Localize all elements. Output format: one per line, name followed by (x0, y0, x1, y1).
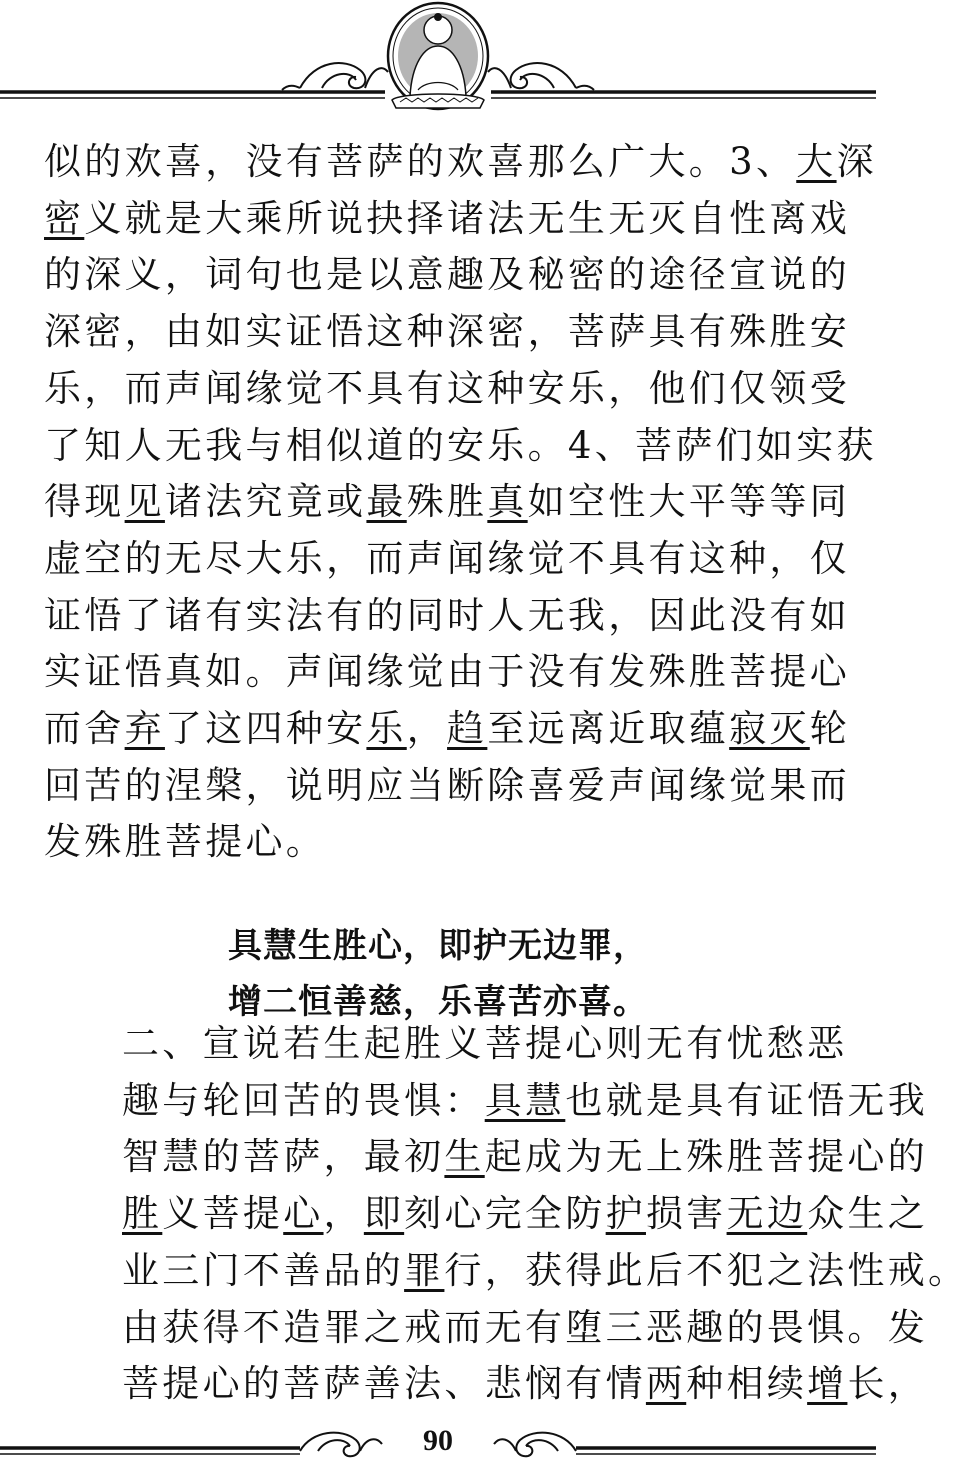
text-segment: 而舍 (44, 707, 125, 751)
text-line (44, 644, 850, 701)
text-segment: 义菩提 (162, 1192, 284, 1236)
text-segment: 种相续 (686, 1362, 808, 1406)
underlined-term: 无边 (726, 1192, 808, 1236)
text-segment: 趣与轮回苦的畏惧： (122, 1078, 485, 1122)
cloud-scroll-left-icon (282, 63, 388, 90)
text-segment: 深 (836, 140, 877, 183)
text-line (44, 701, 851, 758)
text-segment: 乐，而声闻缘觉不具有这种安乐，他们仅领受 (44, 366, 850, 410)
underlined-term: 弃 (124, 707, 165, 751)
text-segment: 行，获得此后不犯之法性戒。 (444, 1248, 968, 1292)
text-segment: 了知人无我与相似道的安乐。4、菩萨们如实获 (44, 423, 877, 467)
text-segment: 了这四种安 (164, 707, 367, 751)
header-rule-left (0, 92, 385, 98)
underlined-term: 见 (124, 480, 165, 524)
text-segment: 众生之 (807, 1192, 929, 1236)
text-segment: 实证悟真如。声闻缘觉由于没有发殊胜菩提心 (44, 650, 850, 694)
text-segment: ， (323, 1192, 364, 1236)
text-segment: 义就是大乘所说抉择诸法无生无灭自性离戏 (84, 196, 851, 240)
verse-line-1: 具慧生胜心，即护无边罪， (228, 926, 648, 966)
text-line (44, 1186, 929, 1243)
underlined-term: 罪 (404, 1248, 445, 1292)
text-segment: 刻心完全防 (404, 1192, 606, 1236)
text-segment: 的深义，词句也是以意趣及秘密的途径宣说的 (44, 253, 850, 297)
text-segment: 得现 (44, 480, 125, 524)
underlined-term: 乐 (366, 707, 407, 751)
text-segment: 证悟了诸有实法有的同时人无我，因此没有如 (44, 593, 850, 637)
text-segment: 殊胜 (406, 480, 488, 524)
text-line (44, 474, 851, 531)
text-segment: 回苦的涅槃，说明应当断除喜爱声闻缘觉果而 (44, 763, 850, 807)
text-segment: 发殊胜菩提心。 (44, 820, 327, 864)
text-segment: 由获得不造罪之戒而无有堕三恶趣的畏惧。发 (122, 1305, 928, 1349)
text-segment: 似的欢喜，没有菩萨的欢喜那么广大。3、 (44, 140, 797, 183)
underlined-term: 密 (44, 196, 85, 240)
text-line (44, 814, 834, 871)
underlined-term: 寂灭 (729, 707, 810, 751)
text-line (44, 1300, 928, 1357)
text-segment: 也就是具有证悟无我 (565, 1078, 929, 1122)
text-segment: 如空性大平等等同 (527, 480, 851, 524)
buddha-medallion-icon (388, 3, 488, 109)
text-segment: 业三门不善品的 (122, 1248, 405, 1292)
underlined-term: 大 (796, 140, 837, 183)
text-line (44, 247, 850, 304)
text-segment: 深密，由如实证悟这种深密，菩萨具有殊胜安 (44, 310, 850, 354)
text-line (44, 191, 851, 248)
header-ornament (0, 0, 876, 112)
text-segment: 虚空的无尽大乐，而声闻缘觉不具有这种，仅 (44, 536, 850, 580)
cloud-scroll-right-icon (488, 63, 594, 90)
text-segment: 长， (847, 1362, 929, 1406)
underlined-term: 两 (645, 1362, 687, 1406)
text-segment: 损害 (645, 1192, 727, 1236)
verse-line-2: 增二恒善慈，乐喜苦亦喜。 (228, 982, 648, 1022)
underlined-term: 最 (366, 480, 407, 524)
paragraph-2 (44, 1016, 968, 1413)
underlined-term: 生 (444, 1135, 485, 1179)
text-segment: 智慧的菩萨，最初 (122, 1135, 445, 1179)
verse-block (0, 918, 876, 1030)
text-line (44, 361, 850, 418)
text-line (44, 418, 877, 475)
header-rule-right (491, 92, 876, 98)
underlined-term: 心 (283, 1192, 324, 1236)
text-line (44, 1243, 968, 1300)
text-line (44, 1016, 848, 1073)
text-line (44, 588, 850, 645)
underlined-term: 趋 (447, 707, 488, 751)
text-line (44, 134, 877, 191)
text-line (44, 1129, 929, 1186)
text-segment: 至远离近取蕴 (487, 707, 730, 751)
underlined-term: 胜 (122, 1192, 163, 1236)
underlined-term: 真 (487, 480, 528, 524)
text-line (44, 758, 850, 815)
text-segment: 起成为无上殊胜菩提心的 (484, 1135, 929, 1179)
text-segment: ， (406, 707, 448, 751)
underlined-term: 增 (807, 1362, 848, 1406)
paragraph-1 (44, 134, 877, 871)
underlined-term: 护 (605, 1192, 646, 1236)
text-line (44, 531, 850, 588)
underlined-term: 即 (363, 1192, 405, 1236)
text-segment: 二、宣说若生起胜义菩提心则无有忧愁恶 (122, 1022, 848, 1065)
text-segment: 轮 (809, 707, 851, 751)
text-line (44, 1356, 929, 1413)
text-segment: 诸法究竟或 (164, 480, 367, 524)
text-line (44, 304, 850, 361)
text-line (44, 1073, 929, 1130)
text-segment: 菩提心的菩萨善法、悲悯有情 (122, 1362, 646, 1406)
page-number: 90 (423, 1424, 453, 1457)
underlined-term: 具慧 (484, 1078, 566, 1122)
